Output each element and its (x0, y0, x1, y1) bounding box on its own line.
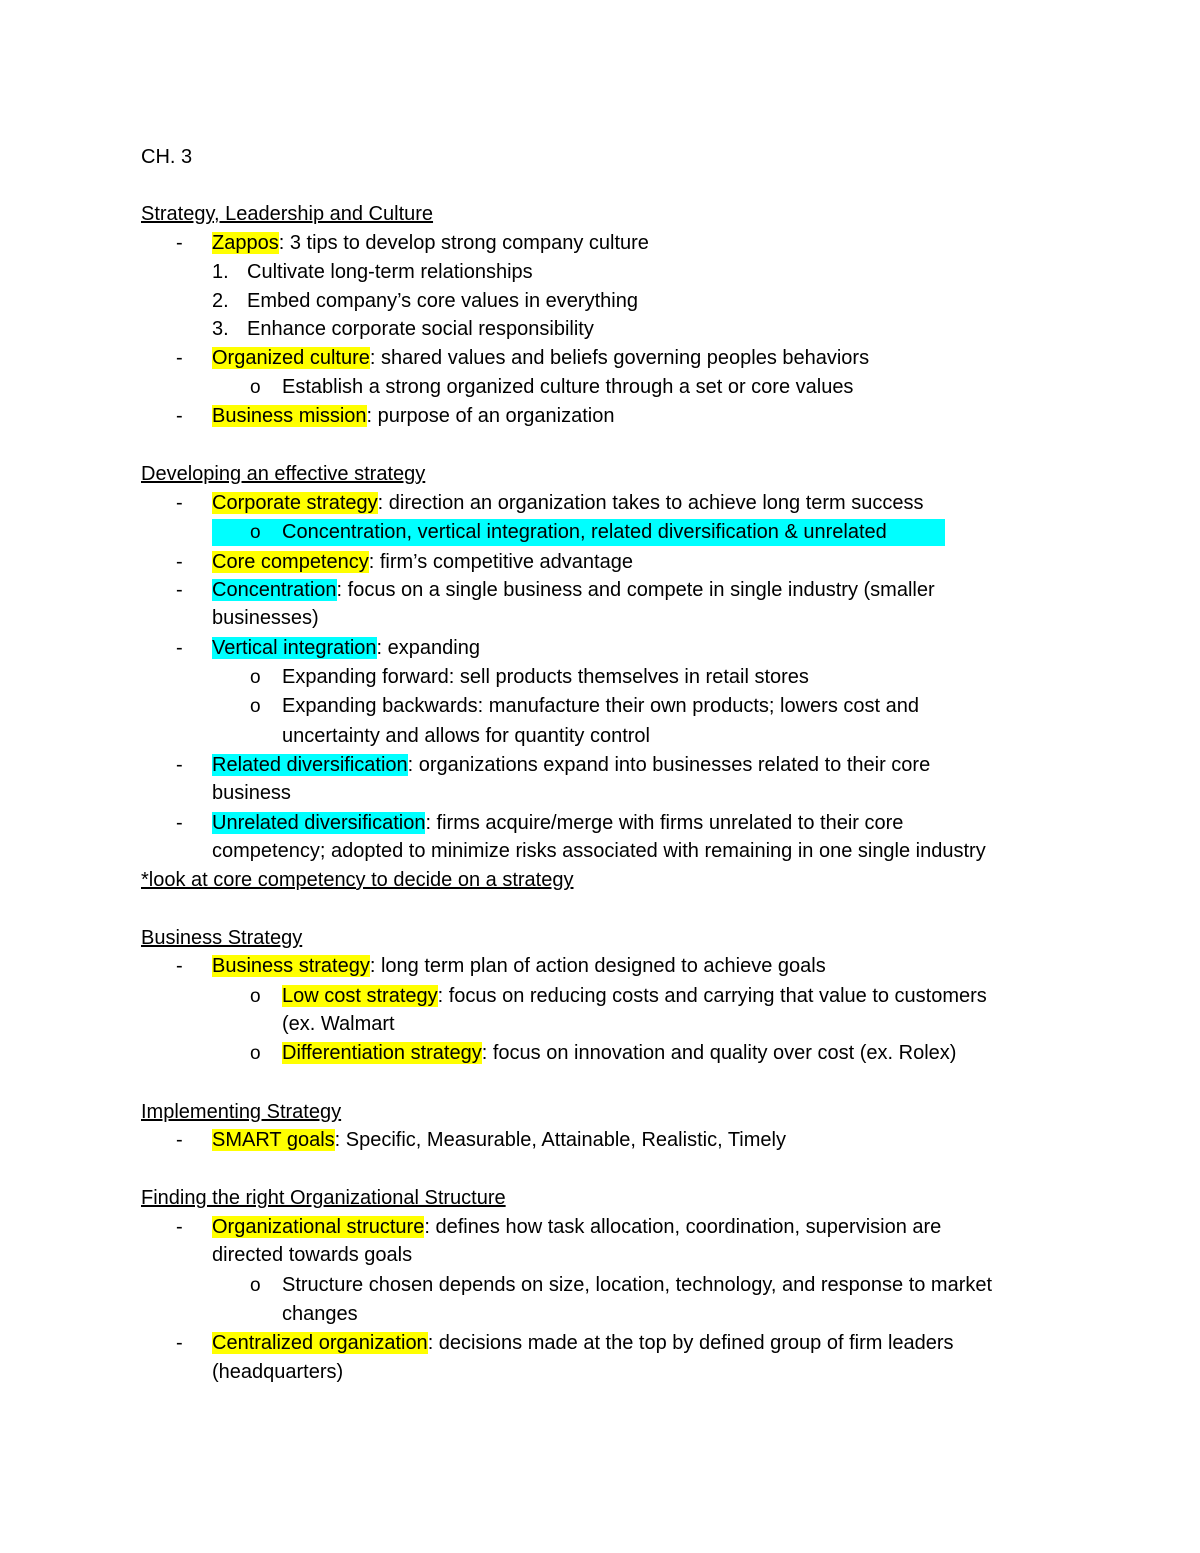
term-organizational-structure: Organizational structure (212, 1216, 425, 1238)
note-core-competency: *look at core competency to decide on a strategy (141, 869, 574, 891)
circle-bullet-icon: o (250, 1043, 261, 1064)
def-related-diversification: : organizations expand into businesses related to their core (407, 754, 931, 776)
def-organized-culture: : shared values and beliefs governing peoples behaviors (369, 347, 870, 369)
term-organized-culture: Organized culture (212, 347, 370, 369)
numbered-item-3 (0, 315, 1200, 344)
sub-bullet-low-cost (0, 982, 1200, 1011)
sub-text: Establish a strong organized culture through a set or core values (282, 376, 854, 398)
sub-bullet-expanding-backwards-cont (0, 722, 1200, 751)
dash-marker: - (176, 347, 183, 369)
def-business-strategy: : long term plan of action designed to achieve goals (369, 955, 826, 977)
bullet-business-mission (0, 402, 1200, 431)
def-related-diversification-cont: business (212, 782, 291, 804)
circle-bullet-icon: o (250, 522, 261, 543)
bullet-core-competency (0, 548, 1200, 577)
dash-marker: - (176, 955, 183, 977)
term-smart-goals: SMART goals (212, 1129, 335, 1151)
tip-text: Enhance corporate social responsibility (247, 318, 594, 340)
sub-bullet-differentiation (0, 1039, 1200, 1068)
term-related-diversification: Related diversification (212, 754, 408, 776)
def-business-mission: : purpose of an organization (366, 405, 615, 427)
number-marker: 3. (212, 318, 229, 340)
bullet-organizational-structure (0, 1213, 1200, 1242)
dash-marker: - (176, 1216, 183, 1238)
circle-bullet-icon: o (250, 377, 261, 398)
bullet-smart-goals (0, 1126, 1200, 1155)
circle-bullet-icon: o (250, 986, 261, 1007)
def-low-cost-strategy: : focus on reducing costs and carrying that value to customers (437, 985, 987, 1007)
sub-bullet-expanding-forward (0, 663, 1200, 692)
def-zappos: : 3 tips to develop strong company culture (278, 232, 649, 254)
sub-bullet-organized-culture (0, 373, 1200, 402)
section-heading-strategy-leadership: Strategy, Leadership and Culture (141, 203, 434, 225)
dash-marker: - (176, 637, 183, 659)
term-business-mission: Business mission (212, 405, 367, 427)
def-unrelated-diversification: : firms acquire/merge with firms unrelated to their core (425, 812, 904, 834)
numbered-item-1 (0, 258, 1200, 287)
number-marker: 2. (212, 290, 229, 312)
bullet-related-diversification (0, 751, 1200, 780)
bullet-concentration-cont (0, 604, 1200, 633)
def-smart-goals: : Specific, Measurable, Attainable, Realistic, Timely (334, 1129, 786, 1151)
sub-text-cont: uncertainty and allows for quantity control (282, 725, 650, 747)
tip-text: Embed company’s core values in everything (247, 290, 638, 312)
term-concentration: Concentration (212, 579, 337, 601)
bullet-centralized-organization-cont (0, 1358, 1200, 1387)
sub-text: Expanding forward: sell products themselves in retail stores (282, 666, 809, 688)
term-corporate-strategy: Corporate strategy (212, 492, 378, 514)
chapter-title: CH. 3 (141, 146, 193, 168)
section-heading-implementing-strategy: Implementing Strategy (141, 1101, 342, 1123)
bullet-concentration (0, 576, 1200, 605)
bullet-zappos (0, 229, 1200, 258)
term-zappos: Zappos (212, 232, 279, 254)
dash-marker: - (176, 812, 183, 834)
sub-bullet-low-cost-cont (0, 1010, 1200, 1039)
bullet-business-strategy (0, 952, 1200, 981)
def-low-cost-cont: (ex. Walmart (282, 1013, 395, 1035)
term-differentiation-strategy: Differentiation strategy (282, 1042, 482, 1064)
dash-marker: - (176, 405, 183, 427)
bullet-related-diversification-cont (0, 779, 1200, 808)
tip-text: Cultivate long-term relationships (247, 261, 533, 283)
def-unrelated-diversification-cont: competency; adopted to minimize risks associated with remaining in one single industry (212, 840, 986, 862)
dash-marker: - (176, 1129, 183, 1151)
bullet-organizational-structure-cont (0, 1241, 1200, 1270)
dash-marker: - (176, 1332, 183, 1354)
term-low-cost-strategy: Low cost strategy (282, 985, 438, 1007)
dash-marker: - (176, 754, 183, 776)
sub-bullet-corporate-strategy (0, 518, 1200, 547)
section-heading-effective-strategy: Developing an effective strategy (141, 463, 426, 485)
bullet-organized-culture (0, 344, 1200, 373)
circle-bullet-icon: o (250, 696, 261, 717)
def-organizational-structure-cont: directed towards goals (212, 1244, 413, 1266)
def-centralized-organization-cont: (headquarters) (212, 1361, 344, 1383)
dash-marker: - (176, 579, 183, 601)
term-vertical-integration: Vertical integration (212, 637, 377, 659)
bullet-unrelated-diversification-cont (0, 837, 1200, 866)
def-core-competency: : firm’s competitive advantage (368, 551, 633, 573)
section-heading-business-strategy: Business Strategy (141, 927, 303, 949)
def-organizational-structure: : defines how task allocation, coordination, supervision are (424, 1216, 942, 1238)
numbered-item-2 (0, 287, 1200, 316)
section-heading-organizational-structure: Finding the right Organizational Structure (141, 1187, 506, 1209)
def-corporate-strategy: : direction an organization takes to achieve long term success (377, 492, 924, 514)
circle-bullet-icon: o (250, 667, 261, 688)
def-vertical-integration: : expanding (376, 637, 480, 659)
term-unrelated-diversification: Unrelated diversification (212, 812, 426, 834)
def-centralized-organization: : decisions made at the top by defined group of firm leaders (427, 1332, 954, 1354)
def-concentration-cont: businesses) (212, 607, 319, 629)
sub-bullet-structure-chosen (0, 1271, 1200, 1300)
sub-text: Concentration, vertical integration, related diversification & unrelated (282, 521, 887, 543)
sub-text-cont: changes (282, 1303, 358, 1325)
number-marker: 1. (212, 261, 229, 283)
sub-bullet-expanding-backwards (0, 692, 1200, 721)
bullet-centralized-organization (0, 1329, 1200, 1358)
bullet-corporate-strategy (0, 489, 1200, 518)
term-business-strategy: Business strategy (212, 955, 370, 977)
def-concentration: : focus on a single business and compete in single industry (smaller (336, 579, 935, 601)
term-centralized-organization: Centralized organization (212, 1332, 428, 1354)
dash-marker: - (176, 551, 183, 573)
sub-text: Expanding backwards: manufacture their own products; lowers cost and (282, 695, 920, 717)
dash-marker: - (176, 492, 183, 514)
circle-bullet-icon: o (250, 1275, 261, 1296)
dash-marker: - (176, 232, 183, 254)
bullet-vertical-integration (0, 634, 1200, 663)
def-differentiation-strategy: : focus on innovation and quality over cost (ex. Rolex) (481, 1042, 957, 1064)
term-core-competency: Core competency (212, 551, 369, 573)
sub-text: Structure chosen depends on size, location, technology, and response to market (282, 1274, 993, 1296)
bullet-unrelated-diversification (0, 809, 1200, 838)
sub-bullet-structure-chosen-cont (0, 1300, 1200, 1329)
